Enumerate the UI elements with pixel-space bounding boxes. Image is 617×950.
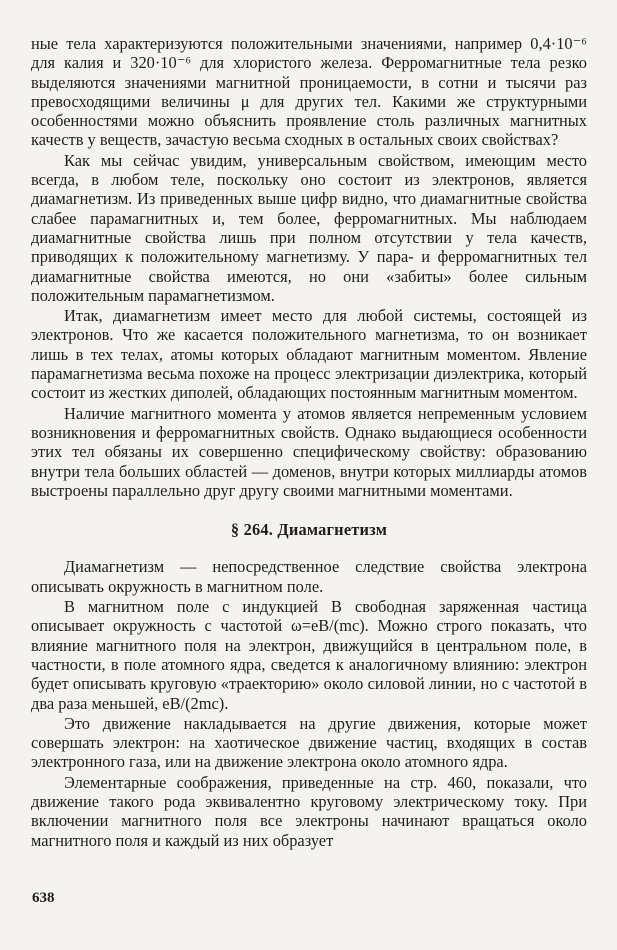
paragraph-magnetic-field: В магнитном поле с индукцией B свободная заряженная частица описывает окружность с частотой ω=eB/(mc). Можно строго показать, что влияние магнитного поля на электрон, движущийся в центральном поле, в частности, в поле атомного ядра, сведется к аналогичному влиянию: электрон будет описывать круговую «траекторию» около силовой линии, но с частотой в два раза меньшей, eB/(2mc). (31, 597, 587, 713)
page-number: 638 (32, 890, 55, 906)
paragraph-circular-current: Элементарные соображения, приведенные на стр. 460, показали, что движение такого рода эквивалентно круговому электрическому току. При включении магнитного поля все электроны начинают вращаться около магнитного поля и каждый из них образует (31, 772, 587, 850)
paragraph-diamagnetism-universal: Как мы сейчас увидим, универсальным свойством, имеющим место всегда, в любом теле, поскольку оно состоит из электронов, является диамагнетизм. Из приведенных выше цифр видно, что диамагнитные свойства слабее парамагнитных и, тем более, ферромагнитных. Мы наблюдаем диамагнитные свойства лишь при полном отсутствии у тела качеств, приводящих к положительному магнетизму. У пара- и ферромагнитных тел диамагнитные свойства имеются, но они «забиты» более сильным положительным парамагнетизмом. (31, 150, 587, 305)
paragraph-electron-systems: Итак, диамагнетизм имеет место для любой системы, состоящей из электронов. Что же касается положительного магнетизма, то он возникает лишь в тех телах, атомы которых обладают магнитным моментом. Явление парамагнетизма весьма похоже на процесс электризации диэлектрика, который состоит из жестких диполей, обладающих постоянным магнитным моментом. (31, 306, 587, 403)
paragraph-motion-overlay: Это движение накладывается на другие движения, которые может совершать электрон: на хаотическое движение частиц, входящих в состав электронного газа, или на движение электрона около атомного ядра. (31, 713, 587, 772)
paragraph-continuation: ные тела характеризуются положительными значениями, например 0,4·10⁻⁶ для калия и 320·10⁻⁶ для хлористого железа. Ферромагнитные тела резко выделяются значениями магнитной проницаемости, в сотни и тысячи раз превосходящими величины μ для других тел. Какими же структурными особенностями можно объяснить проявление столь различных магнитных качеств у веществ, зачастую весьма сходных в остальных своих свойствах? (31, 34, 587, 150)
paragraph-ferromagnetic-domains: Наличие магнитного момента у атомов является непременным условием возникновения и ферромагнитных свойств. Однако выдающиеся особенности этих тел обязаны их совершенно специфическому свойству: образованию внутри тела больших областей — доменов, внутри которых миллиарды атомов выстроены параллельно друг другу своими магнитными моментами. (31, 403, 587, 500)
section-heading: § 264. Диамагнетизм (230, 520, 388, 540)
page-body (31, 34, 587, 850)
paragraph-definition: Диамагнетизм — непосредственное следствие свойства электрона описывать окружность в магнитном поле. (31, 557, 587, 596)
